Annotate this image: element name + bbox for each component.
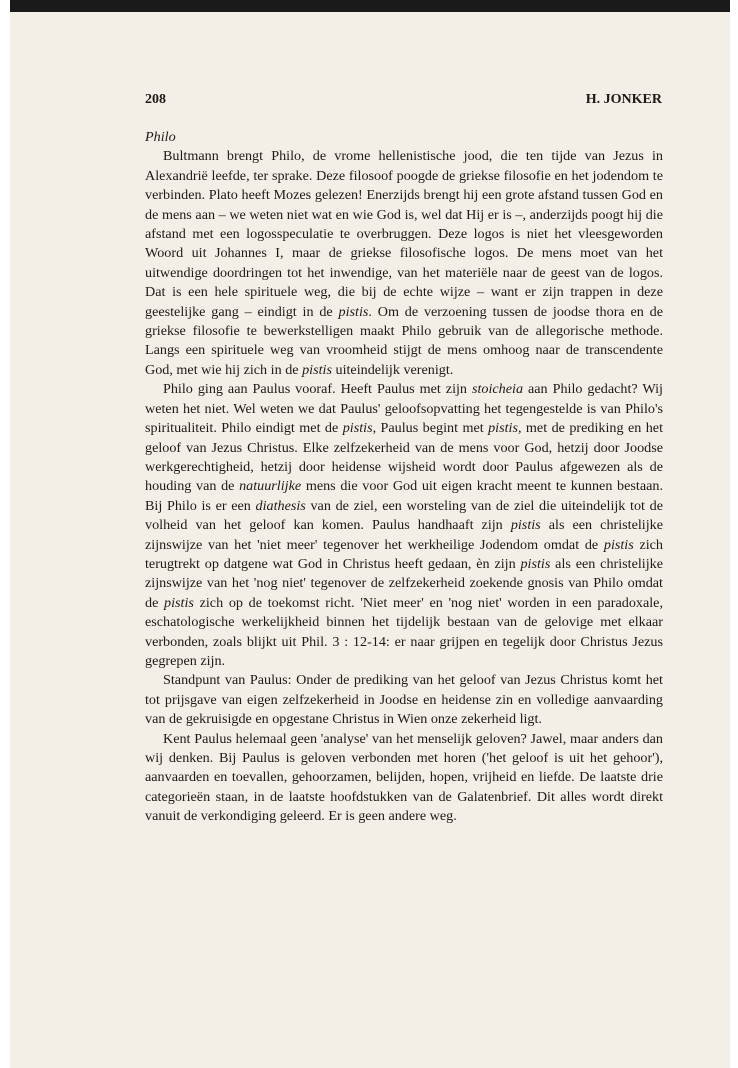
italic-term: pistis: [510, 517, 541, 534]
text-run: als een christelijke zijnswijze van het 'niet meer' tegenover het werkheilige Jodendom omdat de: [145, 517, 663, 553]
text-run: zich terugtrekt op datgene wat God in Christus heeft gedaan, èn zijn: [145, 536, 664, 572]
book-page: [10, 0, 730, 1068]
italic-term: diathesis: [255, 497, 306, 514]
text-run: Bultmann brengt Philo, de vrome hellenistische jood, die ten tijde van Jezus in Alexandrië leefde, ter sprake. Deze filosoof poogde de griekse filosofie en het jodendom te verbinden. Plato heeft Mozes gelezen! Enerzijds brengt hij een grote afstand tussen God en de mens aan – we weten niet wat en wie God is, wel dat Hij er is –, anderzijds poogt hij die afstand met een logosspeculatie te overbruggen. Deze logos is niet het vleesgeworden Woord uit Johannes I, maar de griekse filosofische logos. De mens moet van het uitwendige doordringen tot het inwendige, van het materiële naar de geest van de logos. Dat is een hele spirituele weg, die bij de echte wijze – want er zijn trappen in deze geestelijke gang – eindigt in de: [145, 148, 663, 320]
text-run: mens die voor God uit eigen kracht meent te kunnen bestaan. Bij Philo is er een: [145, 478, 663, 514]
italic-term: pistis: [338, 303, 369, 320]
text-run: van de ziel, een worsteling van de ziel die uiteindelijk tot de volheid van het geloof kan komen. Paulus handhaaft zijn: [145, 497, 663, 534]
italic-term: pistis: [488, 420, 518, 437]
page-number: 208: [145, 92, 166, 107]
italic-term: pistis: [164, 594, 194, 611]
italic-term: natuurlijke: [239, 478, 302, 495]
paragraph-container: [145, 147, 663, 826]
text-run: aan Philo gedacht? Wij weten het niet. Wel weten we dat Paulus' geloofsopvatting het tegengestelde is van Philo's spiritualiteit. Philo eindigt met de: [145, 381, 663, 437]
running-header: [145, 92, 662, 108]
running-title: H. JONKER: [585, 92, 662, 107]
text-run: zich op de toekomst richt. 'Niet meer' en 'nog niet' worden in een paradoxale, eschatologische werkelijkheid binnen het tijdelijk bestaan van de gelovige met elkaar verbonden, zoals blijkt uit Phil. 3 : 12-14: er naar grijpen en tegelijk door Christus Jezus gegrepen zijn.: [145, 594, 663, 669]
text-run: als een christelijke zijnswijze van het 'nog niet' tegenover de zelfzekerheid zoekende gnosis van Philo omdat de: [145, 555, 663, 611]
paragraph: [145, 380, 663, 671]
text-run: Philo ging aan Paulus vooraf. Heeft Paulus met zijn: [163, 381, 472, 398]
paragraph: [145, 147, 663, 380]
italic-term: pistis: [342, 420, 373, 437]
text-run: . Om de verzoening tussen de joodse thora en de griekse filosofie te bewerkstelligen maakt Philo gebruik van de allegorische methode. Langs een spirituele weg van vroomheid stijgt de mens omhoog naar de transcendente God, met wie hij zich in de: [145, 303, 664, 378]
text-run: Kent Paulus helemaal geen 'analyse' van het menselijk geloven? Jawel, maar anders dan wij denken. Bij Paulus is geloven verbonden met horen ('het geloof is uit het gehoor'), aanvaarden en toevallen, gehoorzamen, belijden, hopen, vrijheid en liefde. De laatste drie categorieën staan, in de laatste hoofdstukken van de Galatenbrief. Dit alles wordt direkt vanuit de verkondiging geleerd. Er is geen andere weg.: [145, 730, 663, 825]
text-run: Standpunt van Paulus: Onder de prediking van het geloof van Jezus Christus komt het tot prijsgave van eigen zelfzekerheid in Joodse en heidense zin en volledige aanvaarding van de gekruisigde en opgestane Christus in Wien onze zekerheid ligt.: [145, 672, 663, 728]
text-run: , met de prediking en het geloof van Jezus Christus. Elke zelfzekerheid van de mens voor God, hetzij door Joodse werkgerechtigheid, hetzij door heidense wijsheid wordt door Paulus afgewezen als de houding van de: [145, 420, 664, 495]
italic-term: stoicheia: [471, 381, 524, 398]
paragraph: [145, 671, 663, 729]
italic-term: pistis: [302, 361, 332, 378]
italic-term: pistis: [520, 555, 551, 572]
paragraph: [145, 730, 663, 827]
text-body: [145, 128, 663, 827]
italic-term: pistis: [603, 536, 634, 553]
text-run: , Paulus begint met: [372, 420, 489, 437]
section-title: Philo: [145, 129, 176, 145]
text-run: uiteindelijk verenigt.: [331, 361, 454, 378]
